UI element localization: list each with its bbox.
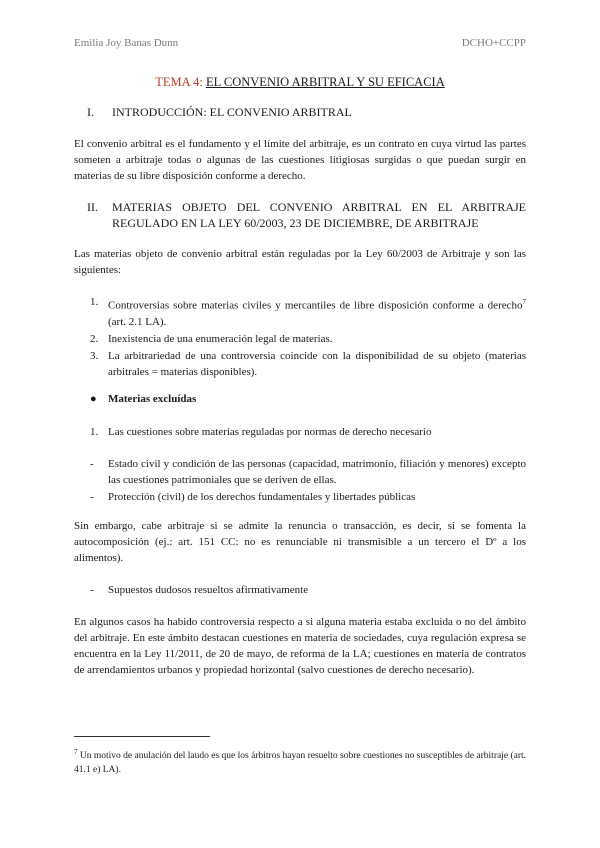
title-prefix: TEMA 4: <box>155 75 203 89</box>
dudosos-list <box>74 582 526 599</box>
section-1-heading <box>76 104 526 120</box>
footnote-divider <box>74 736 210 737</box>
section-1-number: I. <box>87 105 94 119</box>
list-item: 1. Las cuestiones sobre materias reguladas por normas de derecho necesario <box>90 426 432 438</box>
list-item: - Supuestos dudosos resueltos afirmativamente <box>90 584 309 596</box>
section-1-title: INTRODUCCIÓN: EL CONVENIO ARBITRAL <box>112 105 352 119</box>
list-item: 3. La arbitrariedad de una controversia coincide con la disponibilidad de su objeto (materias arbitrales = materias disponibles). <box>90 349 526 378</box>
section-2-number: II. <box>87 200 98 214</box>
section-2-heading <box>76 199 526 231</box>
paragraph-intro: El convenio arbitral es el fundamento y el límite del arbitraje, es un contrato en cuya virtud las partes someten a arbitraje todas o algunas de las cuestiones litigiosas surgidas o que puedan surgir en materias de su libre disposición conforme a derecho. <box>74 138 526 182</box>
paragraph-materias: Las materias objeto de convenio arbitral están reguladas por la Ley 60/2003 de Arbitraje y son las siguientes: <box>74 248 526 276</box>
paragraph-controversia: En algunos casos ha habido controversia respecto a si alguna materia estaba excluida o no del ámbito del arbitraje. En este ámbito destacan cuestiones en materia de sociedades, cuya regulación expresa se encuentra en la Ley 11/2011, de 20 de mayo, de reforma de la LA; cuestiones en materia de contratos de arrendamientos urbanos y propiedad horizontal (salvo cuestiones de derecho necesario). <box>74 616 526 676</box>
excluded-sublist <box>74 456 526 506</box>
bullet-icon: ● <box>90 393 97 405</box>
list-item: 1. Controversias sobre materias civiles y mercantiles de libre disposición conforme a derecho$^7$ (art. 2.1 LA). <box>90 296 526 328</box>
list-item: - Protección (civil) de los derechos fundamentales y libertades públicas <box>90 491 416 503</box>
footnote <box>74 745 526 777</box>
header-author: Emilia Joy Banas Dunn <box>74 37 179 49</box>
footnote-text: Un motivo de anulación del laudo es que los árbitros hayan resuelto sobre cuestiones no susceptibles de arbitraje (art. 41.1 e) LA). <box>74 751 526 776</box>
page-title <box>0 75 600 90</box>
footnote-ref: 7 <box>522 298 526 306</box>
list-item: 2. Inexistencia de una enumeración legal de materias. <box>90 332 333 345</box>
list-item: - Estado civil y condición de las personas (capacidad, matrimonio, filiación y menores) excepto las cuestiones patrimoniales que se deriven de ellas. <box>90 458 526 486</box>
title-text: EL CONVENIO ARBITRAL Y SU EFICACIA <box>205 75 445 89</box>
excluded-list <box>74 424 526 441</box>
header-course: DCHO+CCPP <box>461 37 526 49</box>
section-2-title: MATERIAS OBJETO DEL CONVENIO ARBITRAL EN EL ARBITRAJE REGULADO EN LA LEY 60/2003, 23 DE DICIEMBRE, DE ARBITRAJE <box>112 200 526 230</box>
paragraph-sin-embargo: Sin embargo, cabe arbitraje si se admite la renuncia o transacción, es decir, si se fomenta la autocomposición (ej.: art. 151 CC: no es renunciable ni transmisible a un tercero el Dº a los alimentos). <box>74 520 526 564</box>
footnote-number: 7 <box>74 748 78 756</box>
excluded-heading: ● Materias excluídas <box>90 393 197 405</box>
materias-list <box>74 294 526 381</box>
